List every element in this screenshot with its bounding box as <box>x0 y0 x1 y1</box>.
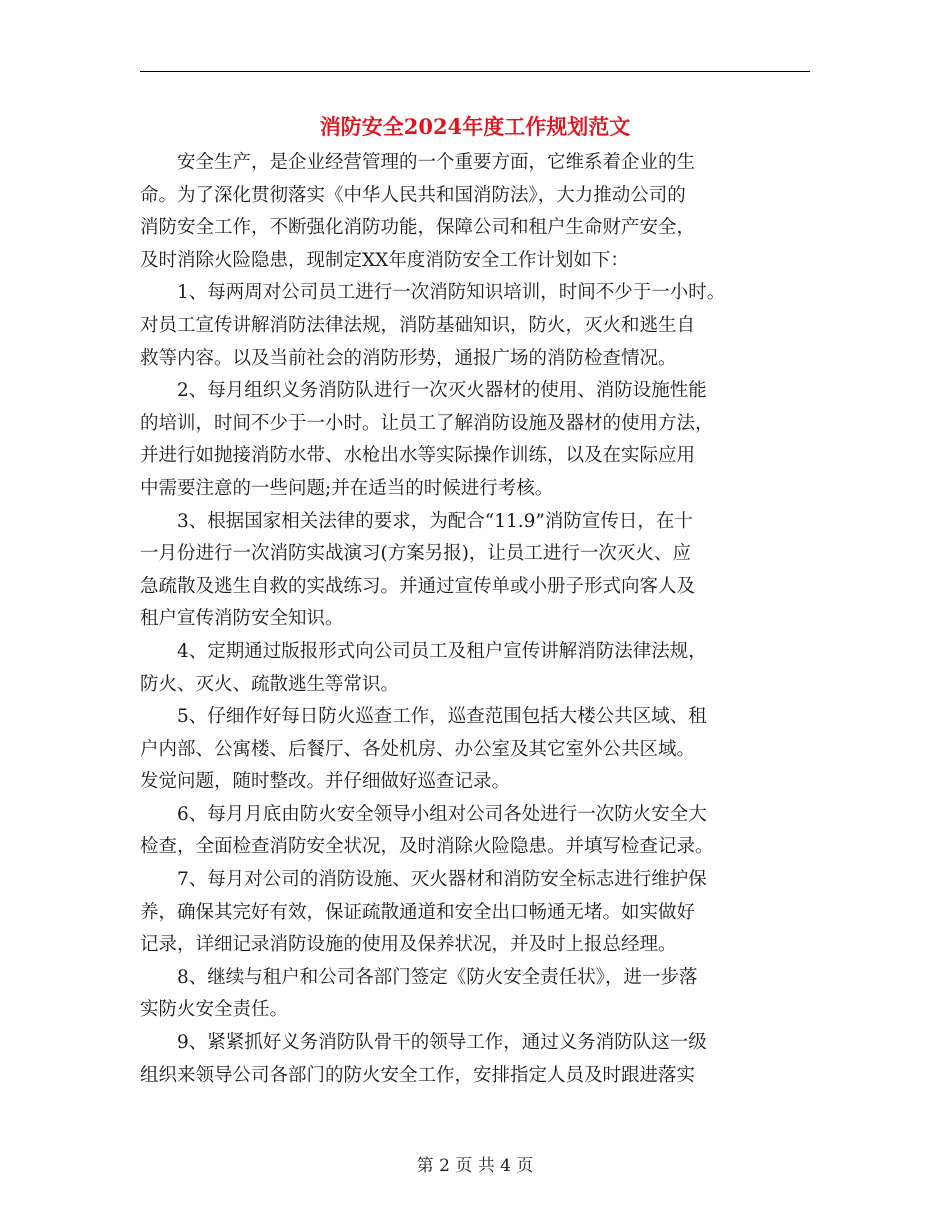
paragraph-line: 中需要注意的一些问题;并在适当的时候进行考核。 <box>140 477 554 499</box>
paragraph <box>140 1027 810 1092</box>
paragraph <box>140 701 810 799</box>
paragraph-line: 急疏散及逃生自救的实战练习。并通过宣传单或小册子形式向客人及 <box>140 575 696 597</box>
paragraph-line: 8、继续与租户和公司各部门签定《防火安全责任状》，进一步落 <box>177 966 698 988</box>
paragraph-line: 户内部、公寓楼、后餐厅、各处机房、办公室及其它室外公共区域。 <box>140 738 696 760</box>
paragraph-line: 5、仔细作好每日防火巡查工作，巡查范围包括大楼公共区域、租 <box>177 706 707 728</box>
paragraph-line: 发觉问题，随时整改。并仔细做好巡查记录。 <box>140 771 511 793</box>
paragraph-line: 救等内容。以及当前社会的消防形势，通报广场的消防检查情况。 <box>140 347 677 369</box>
document-title: 消防安全2024年度工作规划范文 <box>319 114 631 139</box>
paragraph-line: 2、每月组织义务消防队进行一次灭火器材的使用、消防设施性能 <box>177 380 707 402</box>
paragraph <box>140 962 810 1027</box>
paragraph-line: 3、根据国家相关法律的要求，为配合“11.9”消防宣传日，在十 <box>177 510 693 532</box>
paragraph-line: 实防火安全责任。 <box>140 999 289 1021</box>
paragraph-line: 检查，全面检查消防安全状况，及时消除火险隐患。并填写检查记录。 <box>140 836 714 858</box>
paragraph <box>140 506 810 636</box>
paragraph-line: 1、每两周对公司员工进行一次消防知识培训，时间不少于一小时。 <box>177 282 726 304</box>
paragraph <box>140 864 810 962</box>
paragraph <box>140 799 810 864</box>
paragraph <box>140 147 810 277</box>
paragraph-line: 9、紧紧抓好义务消防队骨干的领导工作，通过义务消防队这一级 <box>177 1032 707 1054</box>
paragraph-line: 及时消除火险隐患，现制定XX年度消防安全工作计划如下： <box>140 249 629 271</box>
paragraph-line: 对员工宣传讲解消防法律法规，消防基础知识，防火，灭火和逃生自 <box>140 314 696 336</box>
paragraph-line: 6、每月月底由防火安全领导小组对公司各处进行一次防火安全大 <box>177 803 707 825</box>
paragraph-line: 命。为了深化贯彻落实《中华人民共和国消防法》，大力推动公司的 <box>140 184 686 206</box>
document-body <box>140 147 810 1092</box>
paragraph <box>140 636 810 701</box>
paragraph-line: 7、每月对公司的消防设施、灭火器材和消防安全标志进行维护保 <box>177 869 707 891</box>
paragraph-line: 组织来领导公司各部门的防火安全工作，安排指定人员及时跟进落实 <box>140 1064 696 1086</box>
paragraph-line: 并进行如抛接消防水带、水枪出水等实际操作训练，以及在实际应用 <box>140 445 696 467</box>
paragraph-line: 防火、灭火、疏散逃生等常识。 <box>140 673 400 695</box>
paragraph-line: 租户宣传消防安全知识。 <box>140 608 344 630</box>
paragraph-line: 4、定期通过版报形式向公司员工及租户宣传讲解消防法律法规， <box>177 640 707 662</box>
paragraph-line: 消防安全工作，不断强化消防功能，保障公司和租户生命财产安全， <box>140 217 696 239</box>
page-number: 第 2 页 共 4 页 <box>416 1156 534 1176</box>
paragraph-line: 记录，详细记录消防设施的使用及保养状况，并及时上报总经理。 <box>140 934 677 956</box>
header-rule <box>140 71 810 72</box>
paragraph <box>140 375 810 505</box>
paragraph-line: 养，确保其完好有效，保证疏散通道和安全出口畅通无堵。如实做好 <box>140 901 696 923</box>
paragraph <box>140 277 810 375</box>
paragraph-line: 一月份进行一次消防实战演习(方案另报)，让员工进行一次灭火、应 <box>140 543 691 565</box>
paragraph-line: 的培训，时间不少于一小时。让员工了解消防设施及器材的使用方法， <box>140 412 714 434</box>
paragraph-line: 安全生产，是企业经营管理的一个重要方面，它维系着企业的生 <box>177 152 696 173</box>
